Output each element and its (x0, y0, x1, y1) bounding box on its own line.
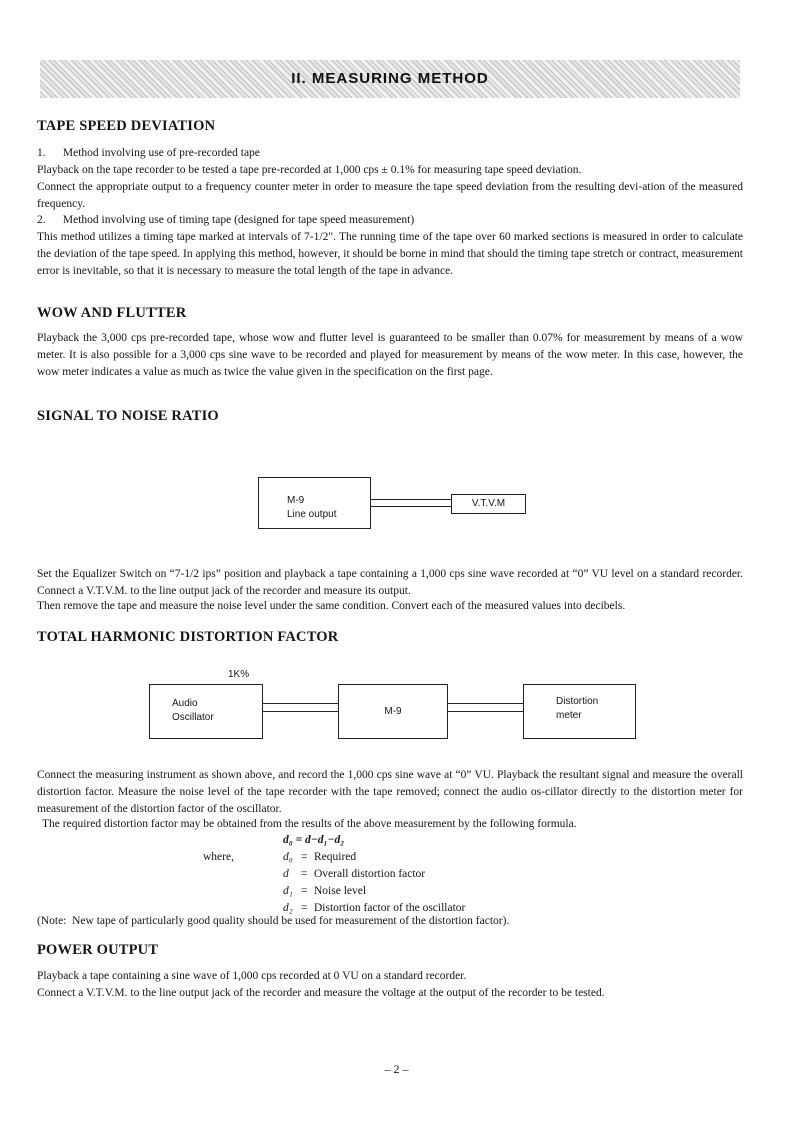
snr-m9-label: M-9 (287, 495, 305, 506)
thd-m9-label: M-9 (384, 706, 402, 717)
snr-m9-box (258, 477, 371, 529)
tape-speed-line2: Connect the appropriate output to a frequency counter meter in order to measure the tape speed deviation from the resulting devi-ation of the measured frequency. (37, 181, 743, 210)
def-eq-d1: = (301, 885, 308, 897)
thd-connector1-top (263, 703, 338, 704)
def-text-d: Overall distortion factor (314, 868, 426, 880)
def-symbol-d1: d₁ (283, 885, 293, 897)
section-banner (40, 60, 740, 98)
thd-connector2-top (448, 703, 523, 704)
snr-line2: Then remove the tape and measure the noise level under the same condition. Convert each of the measured values into decibels. (37, 600, 626, 612)
thd-line2: The required distortion factor may be obtained from the results of the above measurement by the following formula. (42, 818, 577, 830)
snr-vtvm-box (451, 494, 526, 514)
wow-flutter-body: Playback the 3,000 cps pre-recorded tape, whose wow and flutter level is guaranteed to be smaller than 0.07% for measurement by means of a wow meter. It is also possible for a 3,000 cps sine wave to be recorded and played for measurement by means of the wow meter. In this case, however, the wow meter indicates a value as much as twice the value given in the specification on the first page. (37, 332, 743, 378)
def-eq-d2: = (301, 902, 308, 914)
heading-power-output: POWER OUTPUT (37, 942, 159, 958)
page-number: – 2 – (384, 1062, 409, 1076)
def-eq-d0: = (301, 851, 308, 863)
thd-line1: Connect the measuring instrument as shown above, and record the 1,000 cps sine wave at “0” VU. Playback the resultant signal and measure the overall distortion factor. Measure the noise level of the tape recorder with the tape removed; connect the audio os-cillator directly to the distortion meter for measurement of the distortion factor of the oscillator. (37, 769, 743, 815)
snr-line-output-label: Line output (287, 509, 337, 520)
heading-snr: SIGNAL TO NOISE RATIO (37, 408, 219, 424)
power-line1: Playback a tape containing a sine wave of 1,000 cps recorded at 0 VU on a standard recorder. (37, 970, 467, 982)
snr-connector-bottom (371, 506, 451, 507)
def-symbol-d: d (283, 868, 289, 880)
tape-speed-item1: 1. Method involving use of pre-recorded tape (37, 147, 260, 159)
banner-title: II. MEASURING METHOD (291, 70, 489, 87)
def-eq-d: = (301, 868, 308, 880)
heading-thd: TOTAL HARMONIC DISTORTION FACTOR (37, 629, 339, 645)
thd-formula: d₀ = d−d₁−d₂ (283, 834, 345, 846)
tape-speed-item2: 2. Method involving use of timing tape (designed for tape speed measurement) (37, 214, 415, 226)
thd-meter-label: meter (556, 710, 582, 721)
thd-audio-oscillator-box (149, 684, 263, 739)
thd-m9-box (338, 684, 448, 739)
heading-tape-speed: TAPE SPEED DEVIATION (37, 118, 216, 134)
snr-vtvm-label: V.T.V.M (471, 498, 506, 509)
power-line2: Connect a V.T.V.M. to the line output jack of the recorder and measure the voltage at the output of the recorder to be tested. (37, 987, 605, 999)
snr-connector-top (371, 499, 451, 500)
tape-speed-line1: Playback on the tape recorder to be tested a tape pre-recorded at 1,000 cps ± 0.1% for measuring tape speed deviation. (37, 164, 582, 176)
def-text-d1: Noise level (314, 885, 367, 897)
def-symbol-d0: d₀ (283, 851, 293, 863)
thd-oscillator-label: Oscillator (172, 712, 214, 723)
thd-connector2-bottom (448, 711, 523, 712)
snr-line1: Set the Equalizer Switch on “7-1/2 ips” position and playback a tape containing a 1,000 cps sine wave recorded at “0” VU level on a standard recorder. Connect a V.T.V.M. to the line output jack of the recorder and measure its output. (37, 568, 743, 597)
def-text-d2: Distortion factor of the oscillator (314, 902, 466, 914)
thd-connector1-bottom (263, 711, 338, 712)
thd-where: where, (203, 851, 234, 863)
def-text-d0: Required (314, 851, 357, 863)
tape-speed-line3: This method utilizes a timing tape marked at intervals of 7-1/2". The running time of the tape over 60 marked sections is measured in order to calculate the deviation of the tape speed. In applying this method, however, it should be borne in mind that should the timing tape stretch or contract, measurement error is inevitable, so that it is necessary to measure the total length of the tape in advance. (37, 231, 743, 277)
thd-audio-label: Audio (172, 698, 198, 709)
thd-note: (Note: New tape of particularly good quality should be used for measurement of the distortion factor). (37, 915, 510, 927)
heading-wow-flutter: WOW AND FLUTTER (37, 305, 187, 321)
thd-distortion-label: Distortion (556, 696, 599, 707)
thd-distortion-meter-box (523, 684, 636, 739)
def-symbol-d2: d₂ (283, 902, 293, 914)
thd-frequency-label: 1K% (228, 669, 250, 680)
